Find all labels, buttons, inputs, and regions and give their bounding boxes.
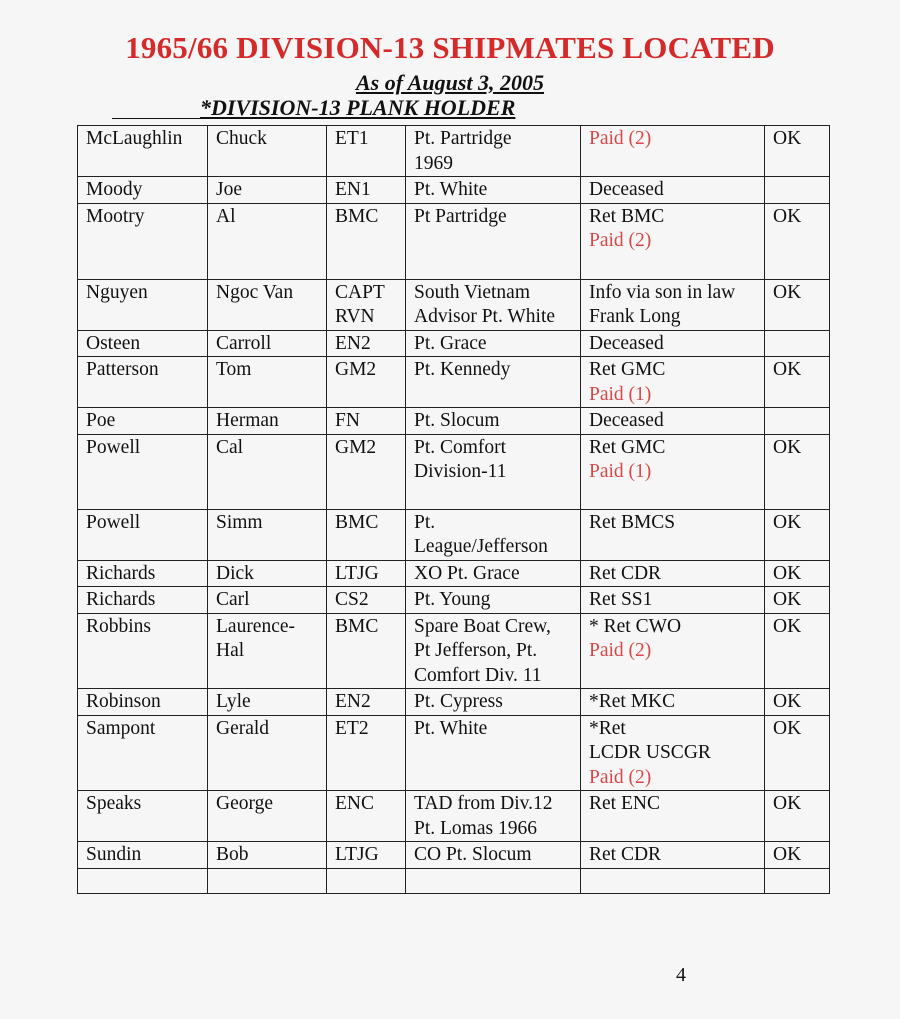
plank-holder-leader-line (112, 118, 202, 119)
ok-cell (765, 868, 830, 893)
rate-line: ET2 (335, 717, 369, 739)
rate-line: EN1 (335, 179, 371, 200)
table-row (78, 330, 830, 357)
status-cell (581, 791, 765, 842)
last-name-text: Robbins (86, 615, 152, 637)
first-name-cell (208, 330, 327, 357)
paid-status-line: Paid (2) (589, 230, 652, 251)
status-cell (581, 177, 765, 204)
rate-cell (327, 791, 406, 842)
status-cell (581, 689, 765, 716)
assignment-cell (406, 434, 581, 509)
paid-status-line: Paid (1) (589, 461, 652, 482)
last-name-text: Nguyen (86, 281, 148, 303)
ok-cell (765, 560, 830, 587)
ok-text: OK (773, 589, 802, 610)
status-line: * Ret CWO (589, 615, 682, 637)
first-name-cell (208, 279, 327, 330)
table-row (78, 587, 830, 614)
first-line: Bob (216, 844, 249, 865)
ok-text: OK (773, 436, 802, 458)
ok-cell (765, 587, 830, 614)
status-cell (581, 715, 765, 791)
last-name-cell (78, 689, 208, 716)
ok-cell (765, 177, 830, 204)
assignment-cell (406, 126, 581, 177)
status-line: Info via son in law (589, 281, 736, 303)
assignment-line: Pt. Grace (414, 332, 487, 354)
last-name-text: Sundin (86, 844, 142, 865)
assignment-line: Comfort Div. 11 (414, 664, 542, 686)
first-name-cell (208, 842, 327, 869)
ok-text: OK (773, 717, 802, 739)
first-line: Laurence- (216, 615, 296, 637)
shipmates-table (77, 125, 830, 894)
last-name-text: Powell (86, 436, 141, 458)
first-line: Tom (216, 359, 252, 380)
first-name-cell (208, 408, 327, 435)
status-cell (581, 330, 765, 357)
status-line: *Ret MKC (589, 691, 676, 712)
last-name-cell (78, 509, 208, 560)
status-cell (581, 126, 765, 177)
status-cell (581, 203, 765, 279)
status-line: Deceased (589, 179, 664, 200)
table-row (78, 434, 830, 509)
table-row (78, 868, 830, 893)
last-name-text: Speaks (86, 793, 142, 814)
ok-text: OK (773, 205, 802, 227)
ok-text: OK (773, 844, 802, 865)
status-line: Ret CDR (589, 844, 662, 865)
assignment-cell (406, 177, 581, 204)
table-row (78, 408, 830, 435)
first-line: Al (216, 205, 236, 227)
status-line: Ret GMC (589, 359, 666, 380)
assignment-line: Division-11 (414, 461, 507, 482)
paid-status-line: Paid (2) (589, 128, 652, 149)
assignment-line: Pt. White (414, 179, 488, 200)
assignment-line: Pt. Partridge (414, 128, 512, 149)
page-number: 4 (676, 964, 686, 986)
last-name-text: Sampont (86, 717, 156, 739)
assignment-line: 1969 (414, 152, 453, 174)
status-line: LCDR USCGR (589, 742, 711, 763)
first-name-cell (208, 587, 327, 614)
status-line: Ret GMC (589, 436, 666, 458)
rate-cell (327, 842, 406, 869)
plank-holder-note: *DIVISION-13 PLANK HOLDER (200, 95, 516, 120)
first-name-cell (208, 868, 327, 893)
last-name-text: Patterson (86, 359, 159, 380)
status-line: *Ret (589, 717, 626, 739)
last-name-cell (78, 613, 208, 689)
assignment-line: Pt Jefferson, Pt. (414, 640, 538, 661)
first-line: Carl (216, 589, 250, 610)
first-name-cell (208, 126, 327, 177)
last-name-text: Mootry (86, 205, 145, 227)
table-row (78, 279, 830, 330)
rate-cell (327, 613, 406, 689)
rate-cell (327, 279, 406, 330)
status-line: Frank Long (589, 306, 681, 327)
ok-text: OK (773, 359, 802, 380)
first-name-cell (208, 715, 327, 791)
last-name-cell (78, 434, 208, 509)
ok-cell (765, 408, 830, 435)
last-name-text: Richards (86, 562, 156, 584)
last-name-cell (78, 587, 208, 614)
status-cell (581, 434, 765, 509)
table-row (78, 357, 830, 408)
assignment-cell (406, 509, 581, 560)
last-name-cell (78, 842, 208, 869)
ok-text: OK (773, 128, 802, 149)
first-name-cell (208, 434, 327, 509)
last-name-cell (78, 330, 208, 357)
assignment-line: CO Pt. Slocum (414, 844, 532, 865)
rate-line: RVN (335, 306, 375, 327)
rate-line: EN2 (335, 691, 371, 712)
assignment-cell (406, 587, 581, 614)
paid-status-line: Paid (2) (589, 766, 652, 788)
first-line: George (216, 793, 274, 814)
first-line: Herman (216, 410, 279, 431)
status-line: Deceased (589, 410, 664, 431)
assignment-line: Pt. White (414, 717, 488, 739)
first-name-cell (208, 203, 327, 279)
first-line: Joe (216, 179, 242, 200)
rate-cell (327, 715, 406, 791)
rate-cell (327, 126, 406, 177)
last-name-cell (78, 126, 208, 177)
rate-cell (327, 560, 406, 587)
status-line: Ret BMCS (589, 511, 676, 533)
paid-status-line: Paid (2) (589, 640, 652, 661)
assignment-line: Pt. Young (414, 589, 491, 610)
assignment-cell (406, 868, 581, 893)
ok-text: OK (773, 511, 802, 533)
ok-cell (765, 434, 830, 509)
last-name-text: Moody (86, 179, 143, 200)
assignment-line: Pt. Lomas 1966 (414, 817, 537, 839)
first-line: Gerald (216, 717, 270, 739)
last-name-text: McLaughlin (86, 128, 183, 149)
first-name-cell (208, 177, 327, 204)
ok-text: OK (773, 691, 802, 712)
ok-cell (765, 203, 830, 279)
assignment-line: League/Jefferson (414, 536, 548, 557)
table-row (78, 613, 830, 689)
ok-cell (765, 613, 830, 689)
rate-cell (327, 357, 406, 408)
rate-line: LTJG (335, 844, 379, 865)
status-cell (581, 613, 765, 689)
first-line: Lyle (216, 691, 251, 712)
first-name-cell (208, 509, 327, 560)
rate-line: BMC (335, 511, 379, 533)
first-name-cell (208, 791, 327, 842)
ok-text: OK (773, 281, 802, 303)
last-name-cell (78, 279, 208, 330)
table-row (78, 126, 830, 177)
last-name-text: Poe (86, 410, 116, 431)
assignment-line: Pt. Cypress (414, 691, 503, 712)
rate-line: CAPT (335, 281, 385, 303)
status-cell (581, 279, 765, 330)
rate-cell (327, 408, 406, 435)
page-title: 1965/66 DIVISION-13 SHIPMATES LOCATED (125, 30, 775, 65)
first-line: Carroll (216, 332, 272, 354)
assignment-cell (406, 330, 581, 357)
table-row (78, 842, 830, 869)
assignment-line: Pt. Kennedy (414, 359, 511, 380)
first-line: Cal (216, 436, 244, 458)
assignment-line: Spare Boat Crew, (414, 615, 551, 637)
assignment-line: XO Pt. Grace (414, 562, 520, 584)
table-row (78, 791, 830, 842)
assignment-line: Pt Partridge (414, 205, 507, 227)
ok-cell (765, 842, 830, 869)
table-row (78, 177, 830, 204)
assignment-line: Pt. Comfort (414, 436, 507, 458)
assignment-cell (406, 408, 581, 435)
first-name-cell (208, 613, 327, 689)
rate-line: BMC (335, 205, 379, 227)
last-name-cell (78, 868, 208, 893)
first-line: Ngoc Van (216, 281, 294, 303)
ok-cell (765, 330, 830, 357)
ok-text: OK (773, 562, 802, 584)
ok-cell (765, 357, 830, 408)
rate-cell (327, 330, 406, 357)
status-cell (581, 408, 765, 435)
status-line: Deceased (589, 332, 664, 354)
status-cell (581, 560, 765, 587)
assignment-line: Pt. Slocum (414, 410, 500, 431)
rate-line: FN (335, 410, 360, 431)
assignment-line: Pt. (414, 511, 436, 533)
first-line: Chuck (216, 128, 267, 149)
rate-line: LTJG (335, 562, 379, 584)
status-cell (581, 509, 765, 560)
status-line: Ret SS1 (589, 589, 653, 610)
first-name-cell (208, 689, 327, 716)
last-name-text: Richards (86, 589, 156, 610)
assignment-cell (406, 613, 581, 689)
status-line: Ret CDR (589, 562, 662, 584)
assignment-cell (406, 357, 581, 408)
ok-text: OK (773, 793, 802, 814)
last-name-cell (78, 203, 208, 279)
rate-line: GM2 (335, 359, 377, 380)
rate-cell (327, 868, 406, 893)
rate-cell (327, 509, 406, 560)
rate-line: BMC (335, 615, 379, 637)
rate-line: GM2 (335, 436, 377, 458)
assignment-cell (406, 715, 581, 791)
last-name-cell (78, 560, 208, 587)
table-row (78, 715, 830, 791)
first-line: Dick (216, 562, 254, 584)
last-name-text: Powell (86, 511, 141, 533)
ok-cell (765, 509, 830, 560)
ok-cell (765, 279, 830, 330)
last-name-text: Robinson (86, 691, 161, 712)
table-row (78, 560, 830, 587)
as-of-date: As of August 3, 2005 (355, 70, 545, 95)
assignment-cell (406, 560, 581, 587)
rate-cell (327, 434, 406, 509)
last-name-cell (78, 791, 208, 842)
rate-line: ENC (335, 793, 374, 814)
rate-cell (327, 689, 406, 716)
first-line: Hal (216, 640, 245, 661)
ok-text: OK (773, 615, 802, 637)
ok-cell (765, 689, 830, 716)
last-name-cell (78, 715, 208, 791)
rate-cell (327, 177, 406, 204)
assignment-cell (406, 842, 581, 869)
status-cell (581, 357, 765, 408)
assignment-cell (406, 279, 581, 330)
assignment-cell (406, 203, 581, 279)
status-line: Ret ENC (589, 793, 660, 814)
first-line: Simm (216, 511, 263, 533)
last-name-cell (78, 408, 208, 435)
shipmates-table-body (78, 126, 830, 894)
last-name-text: Osteen (86, 332, 141, 354)
status-cell (581, 842, 765, 869)
table-row (78, 689, 830, 716)
first-name-cell (208, 357, 327, 408)
rate-line: EN2 (335, 332, 371, 354)
status-cell (581, 587, 765, 614)
table-row (78, 509, 830, 560)
ok-cell (765, 791, 830, 842)
last-name-cell (78, 357, 208, 408)
table-row (78, 203, 830, 279)
first-name-cell (208, 560, 327, 587)
assignment-cell (406, 791, 581, 842)
rate-line: CS2 (335, 589, 369, 610)
ok-cell (765, 715, 830, 791)
status-cell (581, 868, 765, 893)
rate-cell (327, 203, 406, 279)
assignment-line: TAD from Div.12 (414, 793, 553, 814)
assignment-line: Advisor Pt. White (414, 306, 556, 327)
ok-cell (765, 126, 830, 177)
assignment-cell (406, 689, 581, 716)
last-name-cell (78, 177, 208, 204)
status-line: Ret BMC (589, 205, 665, 227)
rate-line: ET1 (335, 128, 369, 149)
rate-cell (327, 587, 406, 614)
paid-status-line: Paid (1) (589, 383, 652, 405)
assignment-line: South Vietnam (414, 281, 531, 303)
